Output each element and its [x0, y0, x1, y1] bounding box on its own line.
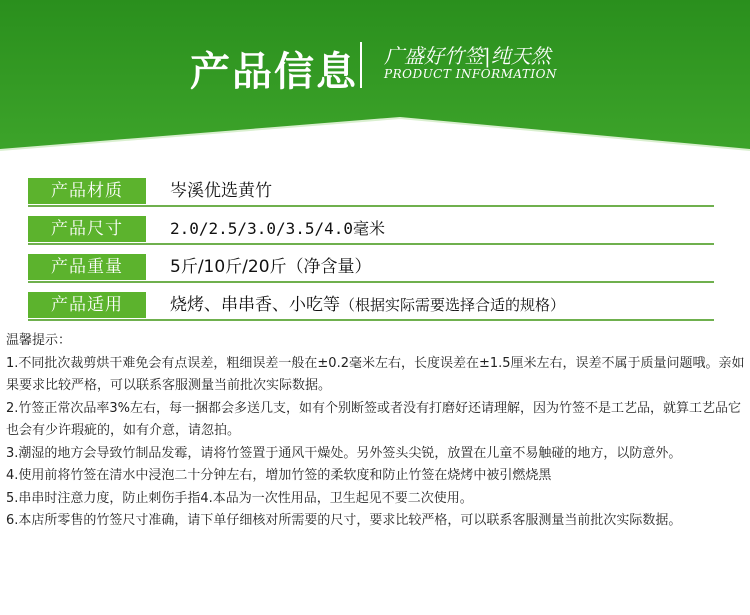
tips-section	[6, 330, 748, 533]
spec-row-weight	[28, 254, 718, 292]
english-subtitle: PRODUCT INFORMATION	[384, 67, 557, 81]
spec-rule	[28, 281, 714, 283]
page-title: 产品信息	[190, 49, 358, 95]
usage-note: （根据实际需要选择合适的规格）	[340, 296, 566, 314]
spec-rule	[28, 319, 714, 321]
spec-label: 产品材质	[28, 178, 146, 204]
spec-row-material	[28, 178, 718, 216]
spec-table	[28, 178, 718, 330]
spec-value: 2.0/2.5/3.0/3.5/4.0毫米	[170, 219, 386, 238]
tip-item: 4.使用前将竹签在清水中浸泡二十分钟左右，增加竹签的柔软度和防止竹签在烧烤中被引燃烧黑	[6, 468, 552, 483]
tips-heading: 温馨提示：	[6, 333, 72, 348]
spec-label: 产品重量	[28, 254, 146, 280]
tip-item: 6.本店所零售的竹签尺寸准确，请下单仔细核对所需要的尺寸，要求比较严格，可以联系客服测量当前批次实际数据。	[6, 513, 682, 528]
spec-value	[170, 292, 565, 318]
spec-value: 5斤/10斤/20斤（净含量）	[170, 257, 372, 277]
tip-item: 3.潮湿的地方会导致竹制品发霉，请将竹签置于通风干燥处。另外签头尖锐，放置在儿童不易触碰的地方，以防意外。	[6, 445, 682, 461]
banner-background	[0, 0, 750, 160]
tip-item: 1.不同批次裁剪烘干难免会有点误差，粗细误差一般在±0.2毫米左右，长度误差在±1.5厘米左右，误差不属于质量问题哦。亲如果要求比较严格，可以联系客服测量当前批次实际数据。	[6, 355, 745, 393]
header-banner	[0, 0, 750, 160]
spec-label: 产品适用	[28, 292, 146, 318]
spec-rule	[28, 243, 714, 245]
title-divider	[360, 42, 362, 88]
tip-item: 5.串串时注意力度，防止刺伤手指4.本品为一次性用品，卫生起见不要二次使用。	[6, 490, 473, 506]
spec-rule	[28, 205, 714, 207]
spec-value: 岑溪优选黄竹	[170, 181, 272, 201]
tip-item: 2.竹签正常次品率3%左右，每一捆都会多送几支，如有个别断签或者没有打磨好还请理解，因为竹签不是工艺品，就算工艺品它也会有少许瑕疵的，如有介意，请忽拍。	[6, 400, 742, 438]
brand-slogan: 广盛好竹签|纯天然	[384, 44, 551, 68]
spec-row-size	[28, 216, 718, 254]
usage-text: 烧烤、串串香、小吃等	[170, 295, 340, 315]
spec-label: 产品尺寸	[28, 216, 146, 242]
spec-row-usage	[28, 292, 718, 330]
